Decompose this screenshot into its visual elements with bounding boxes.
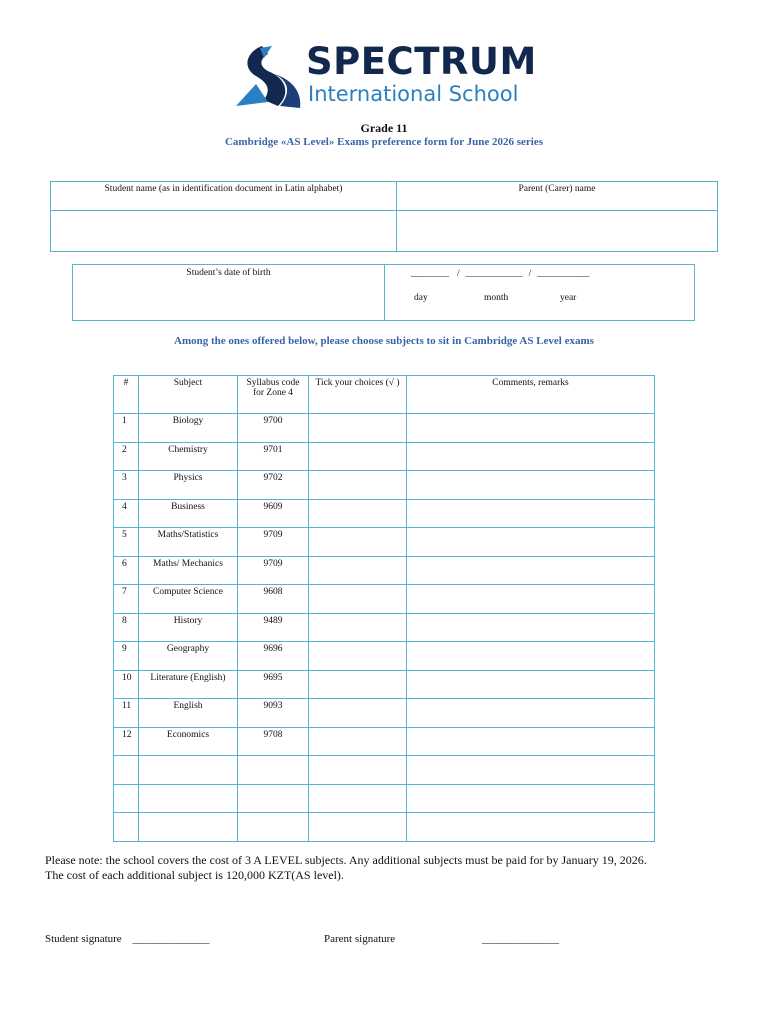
row-num: 4	[114, 499, 139, 528]
table-row	[114, 442, 655, 471]
student-parent-table	[50, 181, 718, 252]
row-num: 2	[114, 442, 139, 471]
logo-subtitle: International School	[308, 82, 519, 106]
row-tick-cell[interactable]	[309, 499, 407, 528]
row-tick-cell[interactable]	[309, 699, 407, 728]
dob-separator: /	[457, 269, 460, 279]
row-num: 1	[114, 414, 139, 443]
row-comments-cell[interactable]	[407, 585, 655, 614]
table-row	[114, 699, 655, 728]
row-comments-cell[interactable]	[407, 471, 655, 500]
parent-signature-label: Parent signature	[324, 933, 396, 945]
row-code: 9608	[238, 585, 309, 614]
header-tick: Tick your choices (√ )	[309, 376, 407, 414]
dob-month-label: month	[484, 293, 509, 303]
row-code: 9609	[238, 499, 309, 528]
row-tick-cell[interactable]	[309, 756, 407, 785]
table-row	[114, 499, 655, 528]
note-line-2: The cost of each additional subject is 120,000 KZT(AS level).	[45, 868, 344, 882]
row-comments-cell[interactable]	[407, 556, 655, 585]
header-subject: Subject	[139, 376, 238, 414]
table-row	[114, 784, 655, 813]
row-subject: Geography	[139, 642, 238, 671]
row-code: 9695	[238, 670, 309, 699]
dob-table	[72, 264, 695, 321]
row-num: 3	[114, 471, 139, 500]
student-signature-line[interactable]: ______________	[132, 933, 210, 945]
dob-year-label: year	[560, 293, 577, 303]
row-comments-cell[interactable]	[407, 699, 655, 728]
payment-note	[45, 853, 735, 883]
row-num: 8	[114, 613, 139, 642]
row-subject: History	[139, 613, 238, 642]
student-signature	[45, 933, 209, 945]
header-code-line1: Syllabus code	[246, 378, 300, 388]
dob-field[interactable]	[385, 265, 695, 321]
row-tick-cell[interactable]	[309, 727, 407, 756]
row-num: 5	[114, 528, 139, 557]
row-code: 9701	[238, 442, 309, 471]
table-row	[114, 556, 655, 585]
header-comments: Comments, remarks	[407, 376, 655, 414]
row-subject	[139, 813, 238, 842]
row-subject	[139, 784, 238, 813]
row-subject: Literature (English)	[139, 670, 238, 699]
row-num: 6	[114, 556, 139, 585]
table-row	[114, 585, 655, 614]
school-logo	[234, 40, 537, 112]
row-code: 9093	[238, 699, 309, 728]
row-num: 9	[114, 642, 139, 671]
row-comments-cell[interactable]	[407, 528, 655, 557]
row-tick-cell[interactable]	[309, 556, 407, 585]
logo-title: SPECTRUM	[306, 40, 537, 83]
row-tick-cell[interactable]	[309, 528, 407, 557]
row-code	[238, 784, 309, 813]
parent-name-field[interactable]	[397, 211, 718, 252]
row-tick-cell[interactable]	[309, 585, 407, 614]
parent-name-label: Parent (Carer) name	[397, 182, 718, 211]
row-subject: Economics	[139, 727, 238, 756]
subjects-table	[113, 375, 655, 842]
header-num: #	[114, 376, 139, 414]
row-tick-cell[interactable]	[309, 784, 407, 813]
row-subject: Biology	[139, 414, 238, 443]
row-comments-cell[interactable]	[407, 642, 655, 671]
grade-heading: Grade 11	[360, 121, 408, 135]
form-title: Cambridge «AS Level» Exams preference form for June 2026 series	[224, 136, 544, 148]
row-comments-cell[interactable]	[407, 784, 655, 813]
row-tick-cell[interactable]	[309, 442, 407, 471]
row-comments-cell[interactable]	[407, 442, 655, 471]
row-tick-cell[interactable]	[309, 471, 407, 500]
student-name-label: Student name (as in identification document in Latin alphabet)	[51, 182, 397, 211]
row-subject: Maths/ Mechanics	[139, 556, 238, 585]
table-row	[114, 756, 655, 785]
table-row	[114, 670, 655, 699]
row-comments-cell[interactable]	[407, 499, 655, 528]
row-num: 7	[114, 585, 139, 614]
table-row	[114, 813, 655, 842]
parent-signature	[324, 933, 559, 945]
row-tick-cell[interactable]	[309, 642, 407, 671]
row-tick-cell[interactable]	[309, 414, 407, 443]
row-num	[114, 756, 139, 785]
row-comments-cell[interactable]	[407, 613, 655, 642]
dob-month-line[interactable]: ____________	[465, 269, 523, 279]
header-code	[238, 376, 309, 414]
row-num: 11	[114, 699, 139, 728]
table-row	[114, 727, 655, 756]
row-comments-cell[interactable]	[407, 727, 655, 756]
spectrum-logo-icon	[234, 44, 304, 110]
table-row	[114, 414, 655, 443]
table-row	[114, 642, 655, 671]
row-subject: Business	[139, 499, 238, 528]
row-tick-cell[interactable]	[309, 670, 407, 699]
dob-year-line[interactable]: ___________	[537, 269, 590, 279]
note-line-1: Please note: the school covers the cost of 3 A LEVEL subjects. Any additional subjects must be paid for by January 19, 2026.	[45, 853, 647, 867]
row-subject: Physics	[139, 471, 238, 500]
row-code: 9709	[238, 556, 309, 585]
row-code: 9696	[238, 642, 309, 671]
row-num	[114, 784, 139, 813]
row-subject: English	[139, 699, 238, 728]
table-row	[114, 613, 655, 642]
row-subject	[139, 756, 238, 785]
row-subject: Computer Science	[139, 585, 238, 614]
dob-separator: /	[528, 269, 532, 279]
row-code: 9700	[238, 414, 309, 443]
subject-rows	[114, 414, 655, 842]
dob-day-label: day	[414, 293, 428, 303]
table-row	[114, 471, 655, 500]
row-comments-cell[interactable]	[407, 670, 655, 699]
row-tick-cell[interactable]	[309, 813, 407, 842]
row-code: 9702	[238, 471, 309, 500]
row-comments-cell[interactable]	[407, 414, 655, 443]
dob-day-line[interactable]: ________	[411, 269, 449, 279]
row-num: 12	[114, 727, 139, 756]
dob-label: Student’s date of birth	[73, 265, 385, 321]
row-code	[238, 756, 309, 785]
dob-input-lines[interactable]	[385, 265, 694, 279]
row-subject: Chemistry	[139, 442, 238, 471]
table-row	[114, 528, 655, 557]
row-num	[114, 813, 139, 842]
row-comments-cell[interactable]	[407, 756, 655, 785]
student-name-field[interactable]	[51, 211, 397, 252]
row-comments-cell[interactable]	[407, 813, 655, 842]
row-subject: Maths/Statistics	[139, 528, 238, 557]
header-code-line2: for Zone 4	[252, 388, 294, 398]
dob-labels	[385, 279, 694, 303]
row-code	[238, 813, 309, 842]
row-num: 10	[114, 670, 139, 699]
parent-signature-line[interactable]: ______________	[481, 933, 559, 945]
student-signature-label: Student signature	[45, 933, 122, 945]
row-code: 9489	[238, 613, 309, 642]
row-code: 9708	[238, 727, 309, 756]
row-code: 9709	[238, 528, 309, 557]
row-tick-cell[interactable]	[309, 613, 407, 642]
instruction-text: Among the ones offered below, please choose subjects to sit in Cambridge AS Level exams	[174, 335, 594, 347]
